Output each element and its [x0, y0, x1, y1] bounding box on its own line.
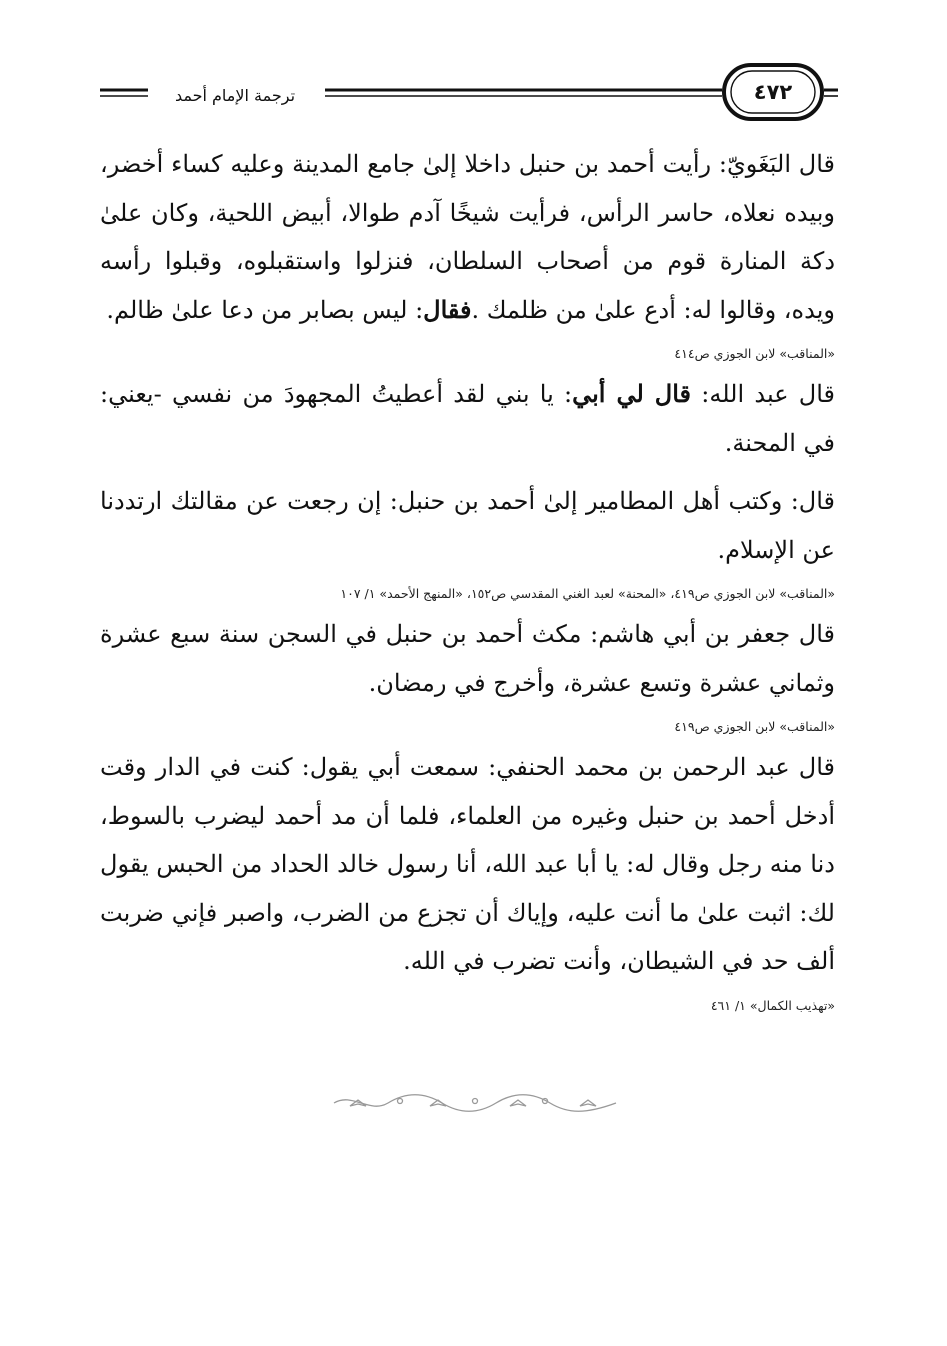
- paragraph-text: : ليس بصابر من دعا علىٰ ظالم.: [106, 295, 424, 324]
- running-title: ترجمة الإمام أحمد: [174, 86, 296, 105]
- source-citation: «المناقب» لابن الجوزي ص٤١٩، «المحنة» لعبد الغني المقدسي ص١٥٢، «المنهج الأحمد» ١/ ١٠٧: [340, 586, 835, 601]
- source-citation: «تهذيب الكمال» ١/ ٤٦١: [710, 997, 835, 1013]
- paragraph-text: : يا بني لقد أعطيتُ المجهودَ من نفسي -يعني: في المحنة.: [100, 380, 835, 457]
- narration-paragraph: [100, 477, 835, 574]
- bold-speaker: قال لي أبي: [572, 379, 691, 408]
- page-number: ٤٧٢: [753, 80, 793, 104]
- source-citation: «المناقب» لابن الجوزي ص٤١٤: [674, 346, 835, 361]
- narration-paragraph: [100, 140, 835, 334]
- end-ornament: [330, 1092, 620, 1114]
- bold-speaker: فقال: [423, 294, 472, 324]
- paragraph-text: قال: وكتب أهل المطامير إلىٰ أحمد بن حنبل: إن رجعت عن مقالتك ارتددنا عن الإسلام.: [100, 487, 835, 564]
- page-header: [0, 0, 947, 130]
- paragraph-text: قال عبد الله:: [690, 380, 836, 408]
- paragraph-text: قال عبد الرحمن بن محمد الحنفي: سمعت أبي يقول: كنت في الدار وقت أدخل أحمد بن حنبل وغيره من العلماء، فلما أن مد أحمد ليضرب بالسوط، دنا منه رجل وقال له: يا أبا عبد الله، أنا رسول خالد الحداد من الحبس يقول لك: اثبت علىٰ ما أنت عليه، وإياك أن تجزع من الضرب، واصبر فإني ضربت ألف حد في الشيطان، وأنت تضرب في الله.: [100, 753, 835, 975]
- narration-paragraph: [100, 610, 835, 707]
- narration-paragraph: [100, 370, 835, 467]
- paragraph-text: قال البَغَويّ: رأيت أحمد بن حنبل داخلا إلىٰ جامع المدينة وعليه كساء أخضر، وبيده نعلاه، حاسر الرأس، فرأيت شيخًا آدم طوالا، أبيض اللحية، وكان علىٰ دكة المنارة قوم من أصحاب السلطان، فنزلوا واستقبلوه، وقبلوا رأسه ويده، وقالوا له: أدع علىٰ من ظلمك .: [100, 150, 835, 324]
- source-citation: «المناقب» لابن الجوزي ص٤١٩: [674, 719, 835, 734]
- page-body: [100, 140, 835, 1022]
- paragraph-text: قال جعفر بن أبي هاشم: مكث أحمد بن حنبل في السجن سنة سبع عشرة وثماني عشرة وتسع عشرة، وأخرج في رمضان.: [100, 620, 836, 697]
- narration-paragraph: [100, 743, 835, 986]
